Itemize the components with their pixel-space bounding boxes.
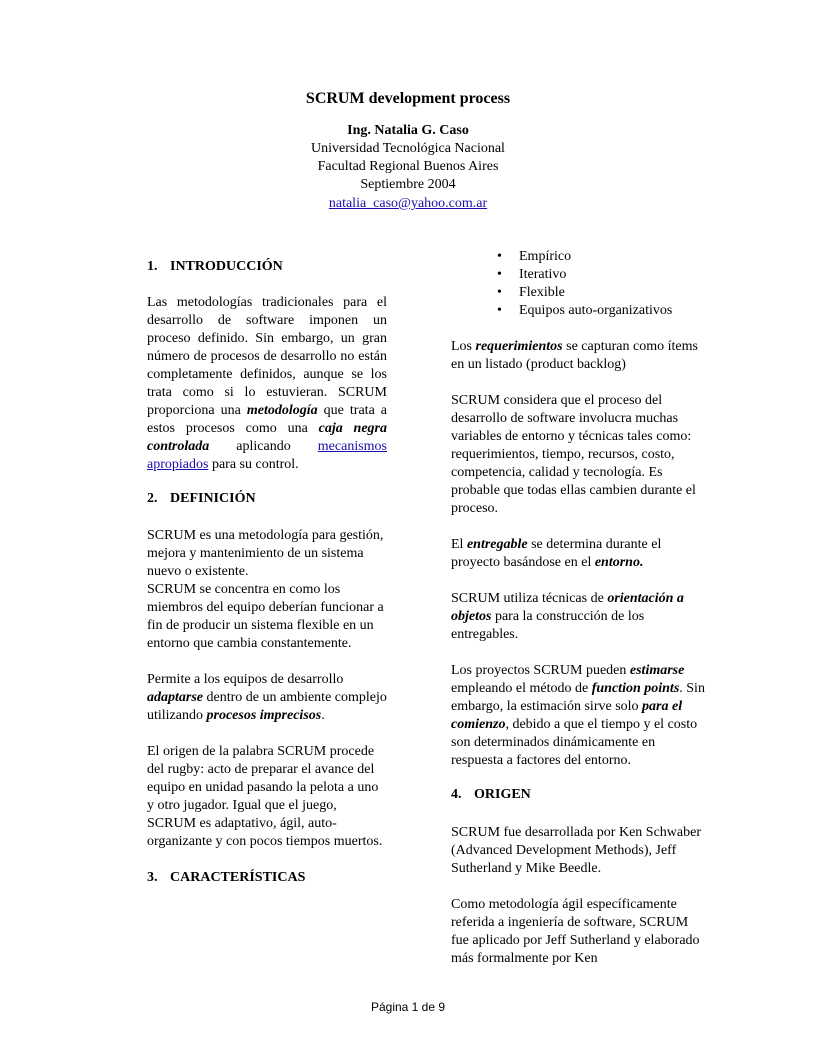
page-number: Página 1 de 9 bbox=[370, 1000, 446, 1014]
deliverable-paragraph: El entregable se determina durante el proyecto basándose en el entorno. bbox=[451, 537, 662, 570]
definition-paragraph-4: El origen de la palabra SCRUM procede del rugby: acto de preparar el avance del equipo en unidad pasando la pelota a uno y otro jugador. Igual que el juego, SCRUM es adaptativo, ágil, auto-organizante y con pocos tiempos muertos. bbox=[147, 744, 383, 849]
list-item: • Empírico bbox=[497, 249, 572, 264]
estimation-paragraph: Los proyectos SCRUM pueden estimarse empleando el método de function points. Sin embargo, la estimación sirve solo para el comienzo, debido a que el tiempo y el costo son determinados dinámicamente en respuesta a factores del entorno. bbox=[451, 663, 705, 768]
author-name: Ing. Natalia G. Caso bbox=[347, 123, 469, 138]
affiliation-university: Universidad Tecnológica Nacional bbox=[311, 141, 505, 156]
left-column bbox=[147, 248, 387, 887]
requirements-paragraph: Los requerimientos se capturan como ítems en un listado (product backlog) bbox=[451, 339, 698, 372]
section-heading-caracteristicas: 3. CARACTERÍSTICAS bbox=[147, 870, 306, 885]
mecanismos-apropiados-link[interactable]: mecanismos apropiados bbox=[147, 439, 387, 472]
definition-paragraph-3: Permite a los equipos de desarrollo adaptarse dentro de un ambiente complejo utilizando procesos imprecisos. bbox=[147, 672, 387, 723]
definition-paragraph-2: SCRUM se concentra en como los miembros del equipo deberían funcionar a fin de producir un sistema flexible en un entorno que cambia constantemente. bbox=[147, 582, 384, 651]
author-email-link[interactable]: natalia_caso@yahoo.com.ar bbox=[328, 196, 488, 211]
right-column bbox=[451, 248, 707, 968]
origin-paragraph-1: SCRUM fue desarrollada por Ken Schwaber (Advanced Development Methods), Jeff Sutherland y Mike Beedle. bbox=[451, 825, 701, 876]
section-heading-introduccion: 1. INTRODUCCIÓN bbox=[147, 259, 283, 274]
document-date: Septiembre 2004 bbox=[360, 177, 456, 192]
affiliation-faculty: Facultad Regional Buenos Aires bbox=[317, 159, 499, 174]
section-heading-definicion: 2. DEFINICIÓN bbox=[147, 491, 256, 506]
origin-paragraph-2: Como metodología ágil específicamente referida a ingeniería de software, SCRUM fue aplicado por Jeff Sutherland y elaborado más formalmente por Ken bbox=[451, 897, 700, 966]
characteristics-list bbox=[451, 248, 707, 320]
object-orientation-paragraph: SCRUM utiliza técnicas de orientación a objetos para la construcción de los entregables. bbox=[451, 591, 684, 642]
definition-paragraph-1: SCRUM es una metodología para gestión, mejora y mantenimiento de un sistema nuevo o existente. bbox=[147, 528, 384, 579]
document-header bbox=[0, 88, 816, 213]
document-title: SCRUM development process bbox=[305, 90, 511, 107]
variables-paragraph: SCRUM considera que el proceso del desarrollo de software involucra muchas variables de entorno y técnicas tales como: requerimientos, tiempo, recursos, costo, competencia, calidad y tecnología. Es probable que todas ellas cambien durante el proceso. bbox=[451, 393, 696, 516]
section-heading-origen: 4. ORIGEN bbox=[451, 787, 531, 802]
list-item: • Iterativo bbox=[497, 267, 567, 282]
list-item: • Equipos auto-organizativos bbox=[497, 303, 673, 318]
intro-paragraph: Las metodologías tradicionales para el desarrollo de software imponen un proceso definido. Sin embargo, un gran número de procesos de desarrollo no están completamente definidos, aunque se los trata como si lo estuvieran. SCRUM proporciona una metodología que trata a estos procesos como una caja negra controlada aplicando mecanismos apropiados para su control. bbox=[147, 295, 388, 472]
list-item: • Flexible bbox=[497, 285, 565, 300]
